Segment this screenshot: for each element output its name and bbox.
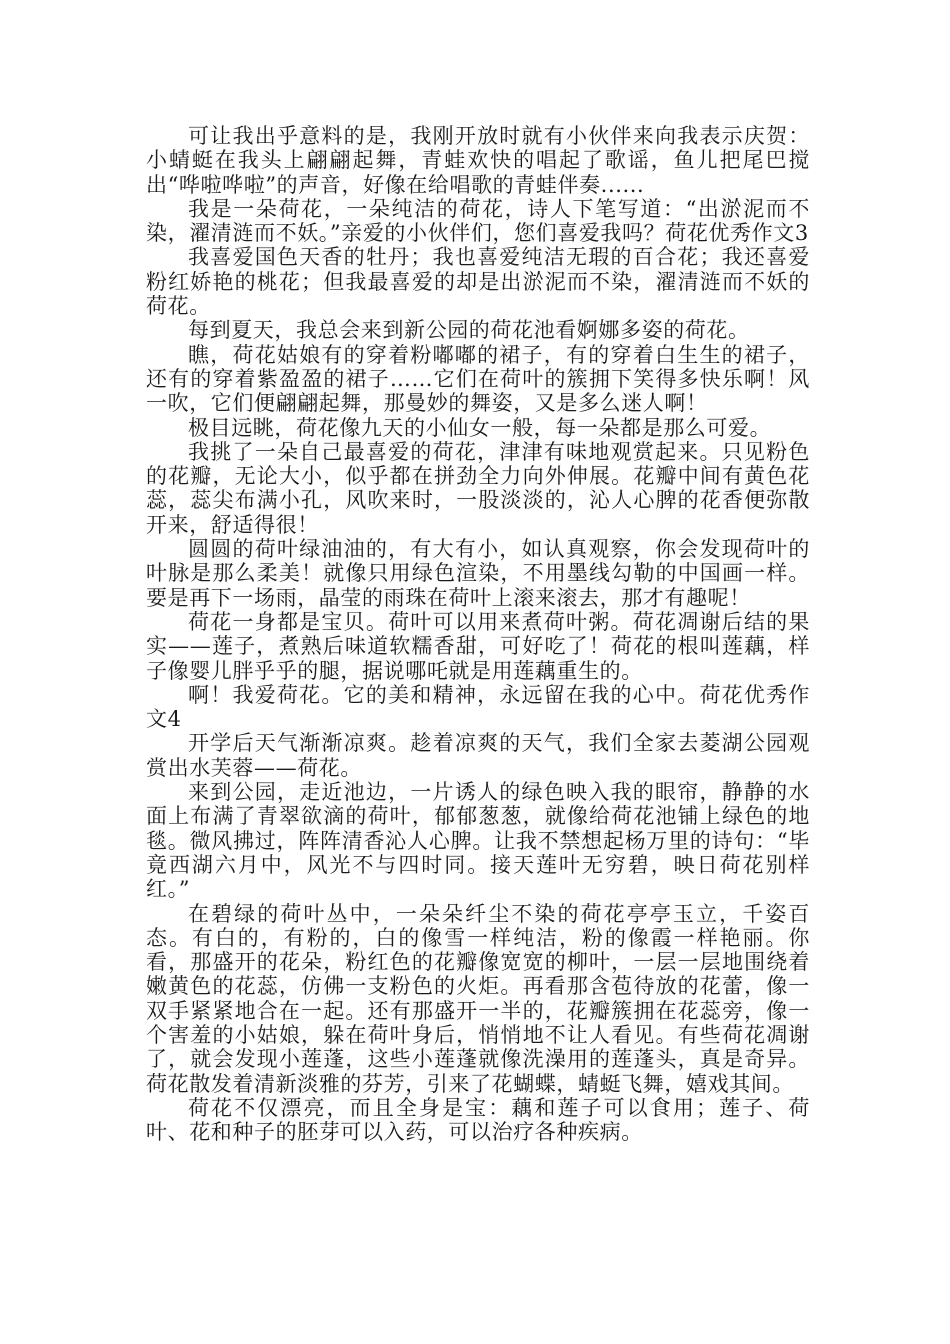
paragraph: 我挑了一朵自己最喜爱的荷花，津津有味地观赏起来。只见粉色的花瓣，无论大小，似乎都在拼劲全力向外伸展。花瓣中间有黄色花蕊，蕊尖布满小孔，风吹来时，一股淡淡的，沁人心脾的花香便弥散开来，舒适得很！ xyxy=(146,439,810,537)
document-body xyxy=(146,124,810,1144)
paragraph: 在碧绿的荷叶丛中，一朵朵纤尘不染的荷花亭亭玉立，千姿百态。有白的，有粉的，白的像雪一样纯洁，粉的像霞一样艳丽。你看，那盛开的花朵，粉红色的花瓣像宽宽的柳叶，一层一层地围绕着嫩黄色的花蕊，仿佛一支粉色的火炬。再看那含苞待放的花蕾，像一双手紧紧地合在一起。还有那盛开一半的，花瓣簇拥在花蕊旁，像一个害羞的小姑娘，躲在荷叶身后，悄悄地不让人看见。有些荷花凋谢了，就会发现小莲蓬，这些小莲蓬就像洗澡用的莲蓬头，真是奇异。荷花散发着清新淡雅的芬芳，引来了花蝴蝶，蜻蜓飞舞，嬉戏其间。 xyxy=(146,901,810,1096)
paragraph: 开学后天气渐渐凉爽。趁着凉爽的天气，我们全家去菱湖公园观赏出水芙蓉——荷花。 xyxy=(146,731,810,780)
paragraph: 来到公园，走近池边，一片诱人的绿色映入我的眼帘，静静的水面上布满了青翠欲滴的荷叶，郁郁葱葱，就像给荷花池铺上绿色的地毯。微风拂过，阵阵清香沁人心脾。让我不禁想起杨万里的诗句：“毕竟西湖六月中，风光不与四时同。接天莲叶无穷碧，映日荷花别样红。” xyxy=(146,780,810,902)
paragraph: 我是一朵荷花，一朵纯洁的荷花，诗人下笔写道：“出淤泥而不染，濯清涟而不妖。”亲爱的小伙伴们，您们喜爱我吗？荷花优秀作文3 xyxy=(146,196,810,246)
paragraph: 荷花一身都是宝贝。荷叶可以用来煮荷叶粥。荷花凋谢后结的果实——莲子，煮熟后味道软糯香甜，可好吃了！荷花的根叫莲藕，样子像婴儿胖乎乎的腿，据说哪吒就是用莲藕重生的。 xyxy=(146,609,810,683)
paragraph: 极目远眺，荷花像九天的小仙女一般，每一朵都是那么可爱。 xyxy=(188,415,772,440)
paragraph: 每到夏天，我总会来到新公园的荷花池看婀娜多姿的荷花。 xyxy=(188,318,750,343)
paragraph: 圆圆的荷叶绿油油的，有大有小，如认真观察，你会发现荷叶的叶脉是那么柔美！就像只用绿色渲染，不用墨线勾勒的中国画一样。要是再下一场雨，晶莹的雨珠在荷叶上滚来滚去，那才有趣呢！ xyxy=(146,537,810,610)
paragraph: 荷花不仅漂亮，而且全身是宝：藕和莲子可以食用；莲子、荷叶、花和种子的胚芽可以入药，可以治疗各种疾病。 xyxy=(146,1095,810,1145)
paragraph: 啊！我爱荷花。它的美和精神，永远留在我的心中。荷花优秀作文4 xyxy=(146,682,810,732)
paragraph: 瞧，荷花姑娘有的穿着粉嘟嘟的裙子，有的穿着白生生的裙子，还有的穿着紫盈盈的裙子……它们在荷叶的簇拥下笑得多快乐啊！风一吹，它们便翩翩起舞，那曼妙的舞姿，又是多么迷人啊！ xyxy=(146,342,810,416)
paragraph: 我喜爱国色天香的牡丹；我也喜爱纯洁无瑕的百合花；我还喜爱粉红娇艳的桃花；但我最喜爱的却是出淤泥而不染，濯清涟而不妖的荷花。 xyxy=(146,245,810,319)
paragraph: 可让我出乎意料的是，我刚开放时就有小伙伴来向我表示庆贺：小蜻蜓在我头上翩翩起舞，青蛙欢快的唱起了歌谣，鱼儿把尾巴搅出“哗啦哗啦”的声音，好像在给唱歌的青蛙伴奏...... xyxy=(146,124,810,197)
